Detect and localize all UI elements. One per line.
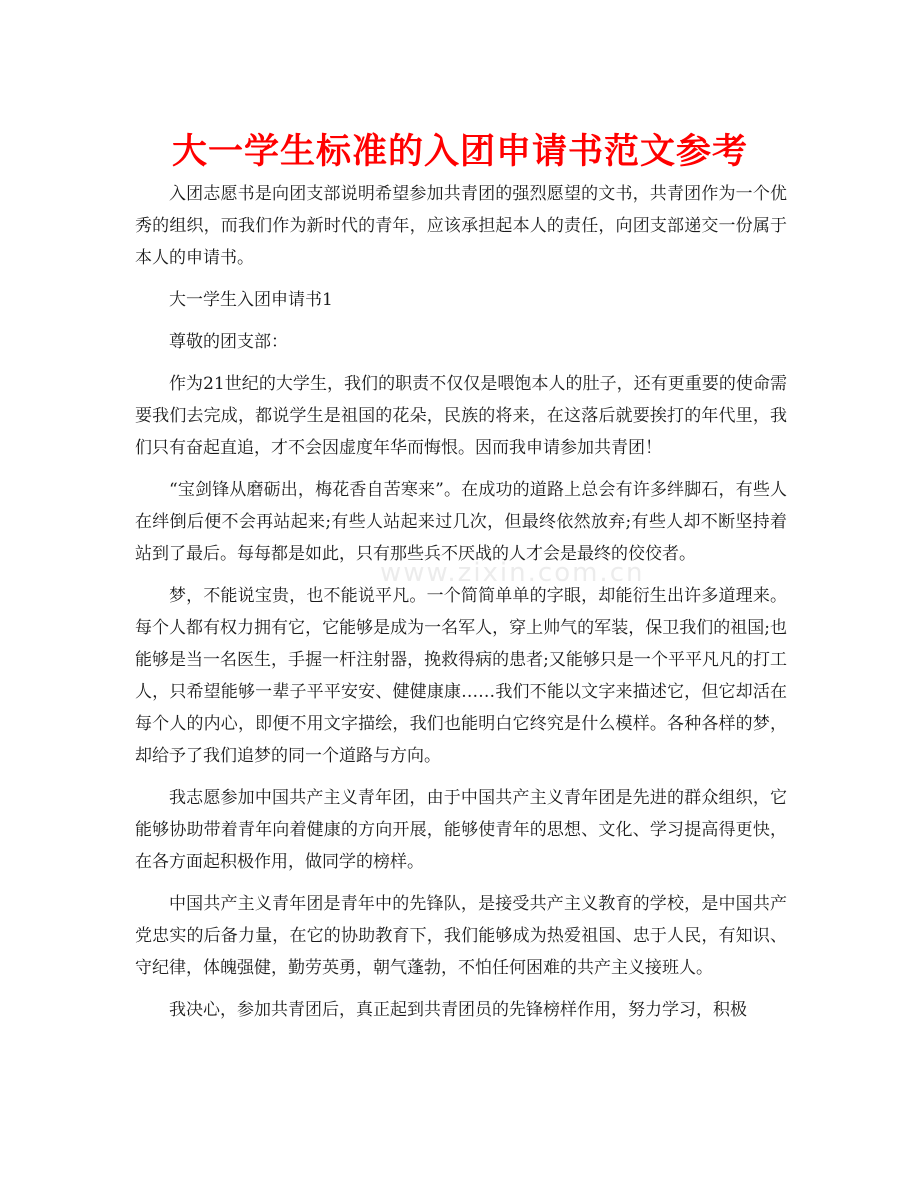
paragraph: 作为21世纪的大学生，我们的职责不仅仅是喂饱本人的肚子，还有更重要的使命需要我们去完成，都说学生是祖国的花朵，民族的将来，在这落后就要挨打的年代里，我们只有奋起直追，才不会因虚度年华而悔恨。因而我申请参加共青团！ [135, 374, 787, 458]
paragraph-intro: 入团志愿书是向团支部说明希望参加共青团的强烈愿望的文书，共青团作为一个优秀的组织，而我们作为新时代的青年，应该承担起本人的责任，向团支部递交一份属于本人的申请书。 [135, 184, 787, 268]
paragraph-salutation: 尊敬的团支部： [169, 332, 288, 352]
watermark: www.zixin.com.cn [380, 558, 645, 588]
document-title: 大一学生标准的入团申请书范文参考 [171, 132, 748, 172]
paragraph: 我决心，参加共青团后，真正起到共青团员的先锋榜样作用，努力学习，积极 [169, 1000, 747, 1020]
document-body [135, 178, 787, 1036]
paragraph: 我志愿参加中国共产主义青年团，由于中国共产主义青年团是先进的群众组织，它能够协助带着青年向着健康的方向开展，能够使青年的思想、文化、学习提高得更快，在各方面起积极作用，做同学的榜样。 [135, 788, 787, 872]
paragraph: “宝剑锋从磨砺出，梅花香自苦寒来”。在成功的道路上总会有许多绊脚石，有些人在绊倒后便不会再站起来;有些人站起来过几次，但最终依然放弃;有些人却不断坚持着站到了最后。每每都是如此，只有那些兵不厌战的人才会是最终的佼佼者。 [135, 480, 787, 564]
paragraph: 梦，不能说宝贵，也不能说平凡。一个简简单单的字眼，却能衍生出许多道理来。每个人都有权力拥有它，它能够是成为一名军人，穿上帅气的军装，保卫我们的祖国;也能够是当一名医生，手握一杆注射器，挽救得病的患者;又能够只是一个平平凡凡的打工人，只希望能够一辈子平平安安、健健康康……我们不能以文字来描述它，但它却活在每个人的内心，即便不用文字描绘，我们也能明白它终究是什么模样。各种各样的梦，却给予了我们追梦的同一个道路与方向。 [135, 586, 787, 766]
paragraph-subheading: 大一学生入团申请书1 [169, 290, 333, 310]
paragraph: 中国共产主义青年团是青年中的先锋队，是接受共产主义教育的学校，是中国共产党忠实的后备力量，在它的协助教育下，我们能够成为热爱祖国、忠于人民，有知识、守纪律，体魄强健，勤劳英勇，朝气蓬勃，不怕任何困难的共产主义接班人。 [135, 894, 787, 978]
